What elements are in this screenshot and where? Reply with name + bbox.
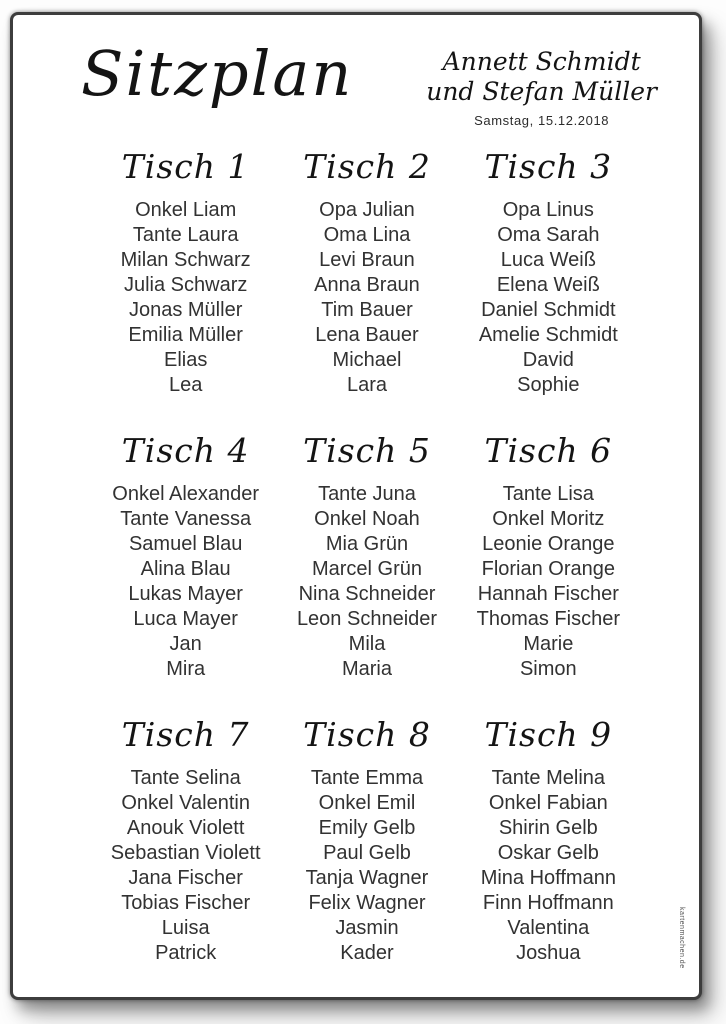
guest-name: Nina Schneider <box>298 583 436 605</box>
table-card <box>276 144 457 398</box>
guest-name: Shirin Gelb <box>498 817 598 839</box>
guest-name: Emily Gelb <box>318 817 416 839</box>
guest-name: Mina Hoffmann <box>480 867 616 889</box>
guest-name: Onkel Alexander <box>112 483 260 505</box>
table-card <box>276 428 457 682</box>
watermark-text: kartenmachen.de <box>678 907 685 969</box>
guest-name: Sophie <box>517 374 580 396</box>
guest-name: Lena Bauer <box>315 324 419 346</box>
table-card <box>276 712 457 966</box>
guest-name: Finn Hoffmann <box>482 892 614 914</box>
guest-name: Anouk Violett <box>126 817 245 839</box>
page-title: Sitzplan <box>81 37 354 110</box>
guest-name: Mira <box>166 658 206 680</box>
guest-name: Lukas Mayer <box>128 583 243 605</box>
guest-name: Oskar Gelb <box>497 842 599 864</box>
guest-name: Jana Fischer <box>128 867 243 889</box>
guest-name: Valentina <box>507 917 590 939</box>
guest-name: Mila <box>348 633 386 655</box>
guest-name: Thomas Fischer <box>476 608 620 630</box>
guest-name: Elias <box>163 349 208 371</box>
couple-block <box>426 47 657 128</box>
guest-name: Levi Braun <box>319 249 415 271</box>
seating-plan-card <box>10 12 702 1000</box>
guest-name: Leon Schneider <box>296 608 438 630</box>
guest-name: Luisa <box>161 917 210 939</box>
tables-grid <box>13 128 699 966</box>
guest-name: Maria <box>341 658 392 680</box>
guest-name: Tante Emma <box>310 767 424 789</box>
table-title: Tisch 3 <box>484 147 613 186</box>
table-title: Tisch 7 <box>121 715 250 754</box>
guest-name: Lea <box>168 374 203 396</box>
guest-name: Tante Juna <box>318 483 416 505</box>
table-card <box>458 144 639 398</box>
guest-name: Julia Schwarz <box>123 274 248 296</box>
table-card <box>458 428 639 682</box>
table-title: Tisch 1 <box>121 147 250 186</box>
table-title: Tisch 5 <box>303 431 431 470</box>
guest-name: Tante Selina <box>130 767 241 789</box>
guest-name: Marie <box>523 633 574 655</box>
guest-name: Jonas Müller <box>128 299 243 321</box>
couple-name-line1: Annett Schmidt <box>442 47 641 76</box>
guest-name: Simon <box>519 658 577 680</box>
guest-name: David <box>522 349 574 371</box>
guest-name: Oma Lina <box>323 224 411 246</box>
guest-name: Sebastian Violett <box>110 842 261 864</box>
table-title: Tisch 9 <box>484 715 613 754</box>
guest-name: Daniel Schmidt <box>481 299 616 321</box>
table-card <box>95 712 276 966</box>
guest-name: Marcel Grün <box>311 558 422 580</box>
guest-name: Onkel Liam <box>135 199 237 221</box>
guest-name: Samuel Blau <box>128 533 243 555</box>
guest-name: Milan Schwarz <box>120 249 251 271</box>
guest-name: Onkel Moritz <box>492 508 605 530</box>
guest-name: Elena Weiß <box>496 274 600 296</box>
guest-name: Amelie Schmidt <box>478 324 618 346</box>
table-card <box>95 144 276 398</box>
guest-name: Lara <box>346 374 387 396</box>
guest-name: Onkel Valentin <box>121 792 250 814</box>
header <box>13 15 699 128</box>
table-card <box>458 712 639 966</box>
guest-name: Patrick <box>155 942 217 964</box>
guest-name: Jan <box>169 633 202 655</box>
guest-name: Onkel Noah <box>314 508 420 530</box>
guest-name: Hannah Fischer <box>477 583 619 605</box>
table-title: Tisch 2 <box>303 147 431 186</box>
guest-name: Tante Lisa <box>502 483 594 505</box>
guest-name: Opa Julian <box>319 199 415 221</box>
guest-name: Tobias Fischer <box>121 892 251 914</box>
guest-name: Felix Wagner <box>308 892 426 914</box>
guest-name: Tante Melina <box>491 767 606 789</box>
guest-name: Paul Gelb <box>323 842 411 864</box>
guest-name: Emilia Müller <box>128 324 243 346</box>
guest-name: Opa Linus <box>502 199 594 221</box>
guest-name: Oma Sarah <box>497 224 600 246</box>
guest-name: Florian Orange <box>481 558 616 580</box>
guest-name: Jasmin <box>335 917 399 939</box>
guest-name: Leonie Orange <box>482 533 615 555</box>
guest-name: Onkel Fabian <box>488 792 608 814</box>
table-title: Tisch 6 <box>484 431 613 470</box>
guest-name: Luca Mayer <box>133 608 238 630</box>
table-title: Tisch 4 <box>121 431 250 470</box>
guest-name: Tanja Wagner <box>305 867 429 889</box>
guest-name: Luca Weiß <box>500 249 596 271</box>
guest-name: Tante Vanessa <box>120 508 252 530</box>
table-card <box>95 428 276 682</box>
table-title: Tisch 8 <box>303 715 431 754</box>
guest-name: Anna Braun <box>314 274 420 296</box>
couple-name-line2: und Stefan Müller <box>426 77 657 106</box>
guest-name: Kader <box>340 942 394 964</box>
event-date: Samstag, 15.12.2018 <box>474 113 610 128</box>
guest-name: Mia Grün <box>325 533 409 555</box>
guest-name: Tim Bauer <box>321 299 413 321</box>
guest-name: Onkel Emil <box>318 792 416 814</box>
guest-name: Joshua <box>516 942 581 964</box>
guest-name: Tante Laura <box>132 224 239 246</box>
guest-name: Michael <box>332 349 402 371</box>
guest-name: Alina Blau <box>140 558 231 580</box>
